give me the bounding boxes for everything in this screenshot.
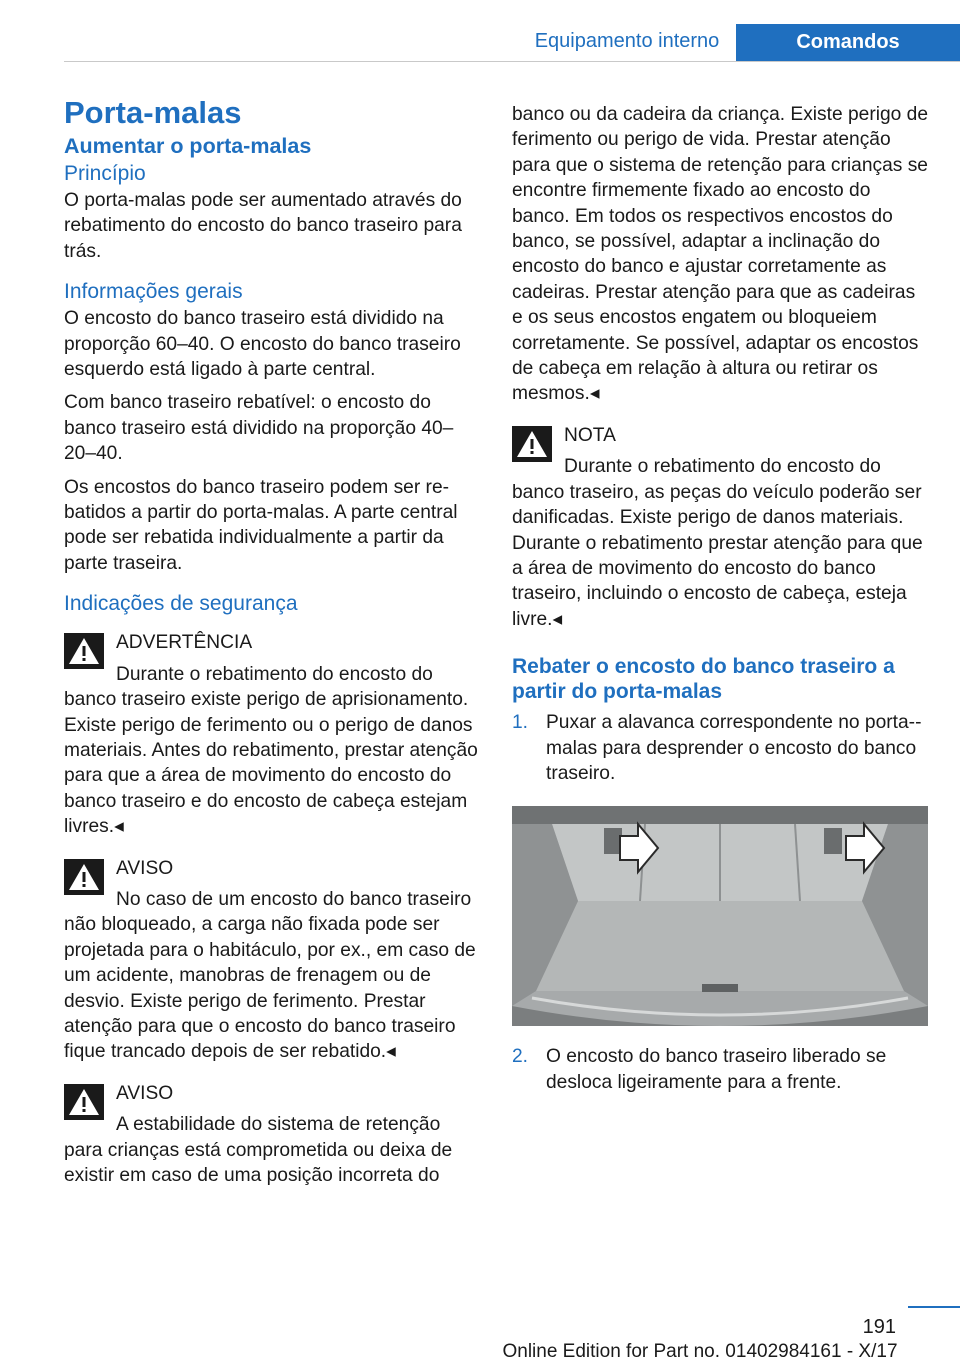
edition-note: Online Edition for Part no. 01402984161 - X/17 bbox=[502, 1341, 898, 1362]
warning-text-continued: banco ou da cadeira da criança. Existe perigo de ferimento ou perigo de vida. Prestar atenção para que o sistema de retenção para crianças se encontre firmemente fixado ao encosto do banco. Em todos os respectivos encostos do banco, se possível, adaptar a inclinação do encosto do banco e ajustar corretamente as cadeiras. Prestar atenção para que as cadeiras e os seus encostos engatem ou bloqueiem corretamente. Se possível, adaptar os encostos de cabeça em relação à altura ou retirar os mesmos.◂ bbox=[512, 104, 928, 405]
note-block bbox=[512, 423, 928, 632]
warning-triangle-icon bbox=[512, 426, 552, 462]
page-number: 191 bbox=[862, 1316, 896, 1338]
page-title: Porta-malas bbox=[64, 95, 242, 130]
left-column bbox=[64, 94, 478, 1188]
warning-title: ADVERTÊNCIA bbox=[116, 632, 253, 654]
note-title: NOTA bbox=[564, 424, 616, 446]
step-text: Puxar a alavanca correspondente no porta-malas para desprender o encosto do banco traseiro. bbox=[546, 712, 922, 784]
header-rule bbox=[64, 61, 960, 62]
footer-rule bbox=[908, 1306, 960, 1308]
list-item bbox=[512, 710, 928, 786]
warning-triangle-icon bbox=[64, 633, 104, 669]
warning-title: AVISO bbox=[116, 857, 174, 879]
step-text: O encosto do banco traseiro liberado se desloca ligeiramente para a frente. bbox=[546, 1046, 887, 1093]
principle-heading: Princípio bbox=[64, 162, 146, 185]
warning-title: AVISO bbox=[116, 1082, 174, 1104]
step-number: 2. bbox=[512, 1046, 529, 1068]
warning-text: A estabilidade do sistema de retenção para crianças está comprometida ou deixa de existir em caso de uma posição incorreta do bbox=[64, 1114, 453, 1186]
list-item bbox=[512, 1044, 928, 1095]
right-column bbox=[512, 102, 928, 1095]
header-section[interactable]: Equipamento interno bbox=[534, 30, 720, 52]
general-paragraph-1: O encosto do banco traseiro está dividido na proporção 60–40. O encosto do banco traseiro esquerdo está ligado à parte central. bbox=[64, 308, 461, 381]
step-number: 1. bbox=[512, 712, 529, 734]
note-text: Durante o rebatimento do encosto do banco traseiro, as peças do veículo poderão ser danificadas. Existe perigo de danos materiais. Durante o rebatimento prestar atenção para que a área de movimento do encosto do banco traseiro, incluindo o encosto de cabeça, esteja livre.◂ bbox=[512, 456, 923, 630]
principle-text: O porta-malas pode ser aumentado através do rebatimento do encosto do banco traseiro para trás. bbox=[64, 190, 462, 262]
warning-text: Durante o rebatimento do encosto do banco traseiro existe perigo de aprisionamento. Existe perigo de ferimento ou o perigo de danos materiais. Antes do rebatimento, prestar atenção para que a área de movimento do encosto do banco traseiro e do encosto de cabeça estejam livres.◂ bbox=[64, 663, 478, 838]
warning-block-advertencia bbox=[64, 630, 478, 839]
general-paragraph-2: Com banco traseiro rebatível: o encosto do banco traseiro está dividido na proporção 40–20–40. bbox=[64, 392, 454, 465]
trunk-photo bbox=[512, 806, 928, 1026]
fold-heading: Rebater o encosto do banco traseiro a partir do porta-malas bbox=[512, 655, 895, 704]
header-chapter-tab[interactable]: Comandos bbox=[736, 24, 960, 61]
general-heading: Informações gerais bbox=[64, 280, 243, 304]
warning-block-aviso-1 bbox=[64, 856, 478, 1065]
safety-heading: Indicações de segurança bbox=[64, 592, 298, 616]
warning-triangle-icon bbox=[64, 1084, 104, 1120]
section-title: Aumentar o porta-malas bbox=[64, 134, 312, 158]
general-paragraph-3: Os encostos do banco traseiro podem ser rebatidos a partir do porta-malas. A parte central pode ser rebatida individualmente a partir da parte traseira. bbox=[64, 476, 458, 574]
warning-text: No caso de um encosto do banco traseiro não bloqueado, a carga não fixada pode ser projetada para o habitáculo, por ex., em caso de um acidente, manobras de frenagem ou de desvio. Existe perigo de ferimento. Prestar atenção para que o encosto do banco traseiro fique trancado depois de ser rebatido.◂ bbox=[64, 888, 476, 1063]
warning-triangle-icon bbox=[64, 859, 104, 895]
warning-block-aviso-2 bbox=[64, 1081, 478, 1189]
